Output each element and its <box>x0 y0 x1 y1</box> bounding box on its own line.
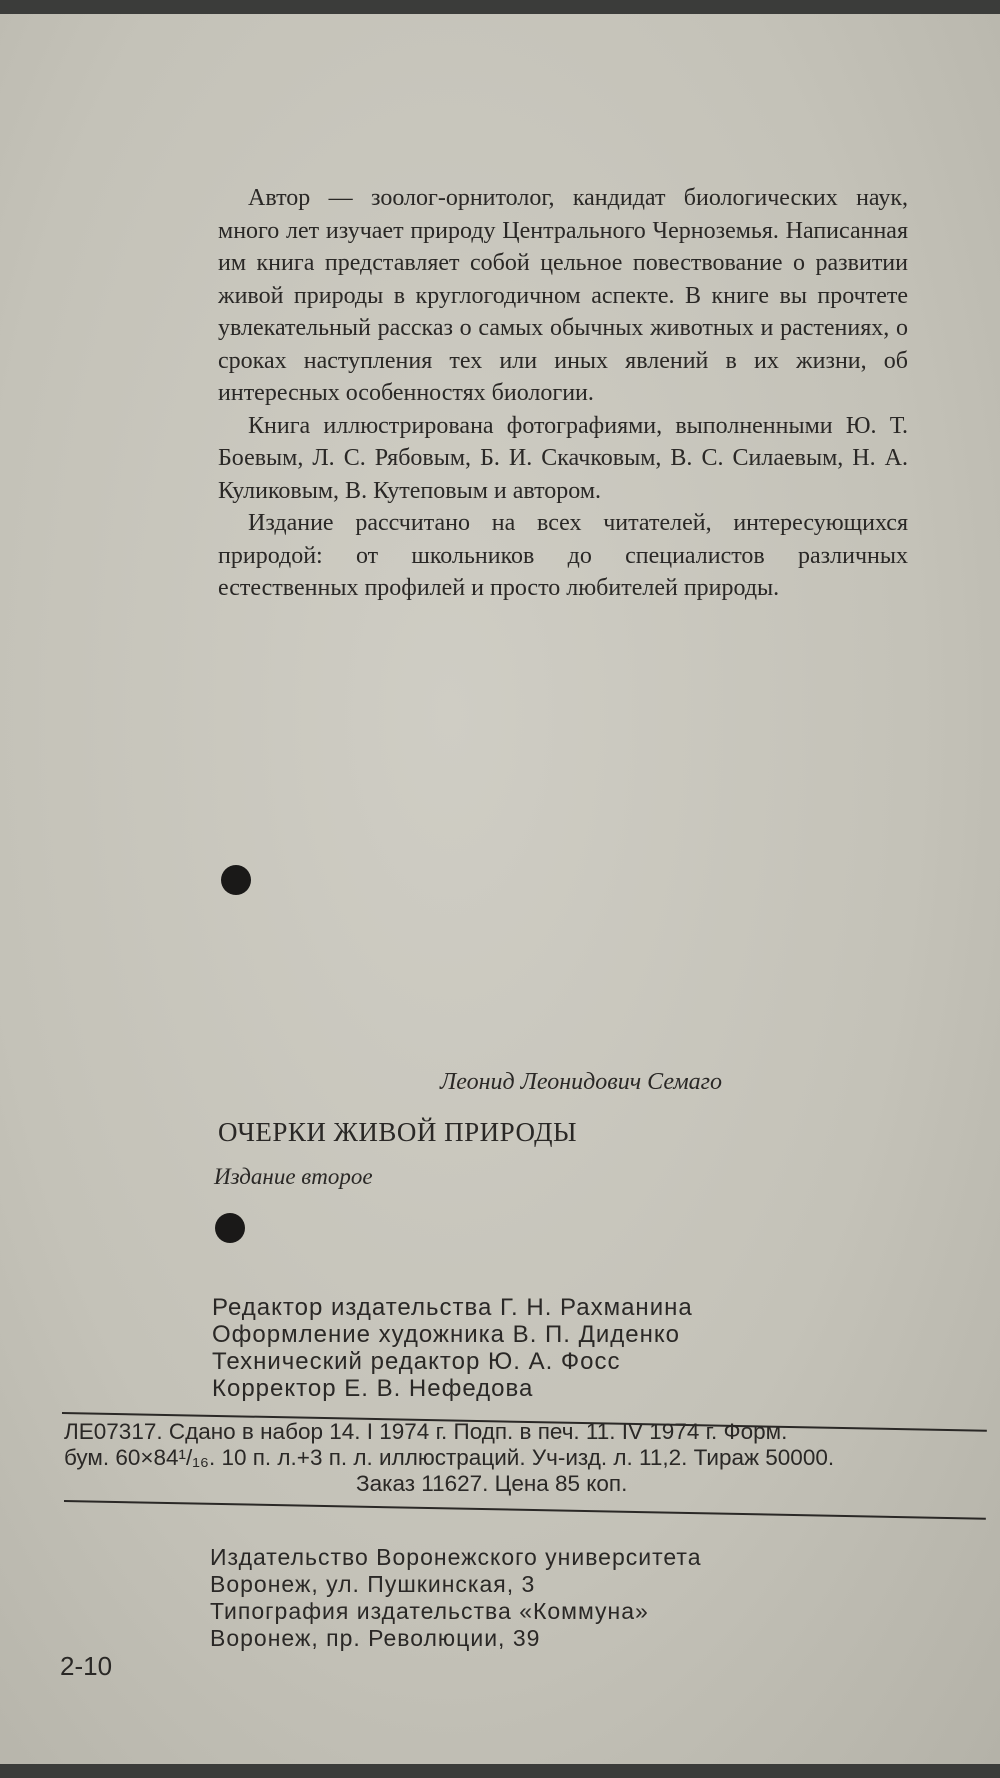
annotation-paragraph: Издание рассчитано на всех читателей, интересующихся природой: от школьников до специалистов различных естественных профилей и просто любителей природы. <box>218 510 908 601</box>
staff-line: Оформление художника В. П. Диденко <box>212 1321 680 1348</box>
imprint-line: бум. 60×84¹/₁₆. 10 п. л.+3 п. л. иллюстраций. Уч-изд. л. 11,2. Тираж 50000. <box>64 1445 835 1470</box>
bullet-dot <box>221 865 251 895</box>
staff-line: Редактор издательства Г. Н. Рахманина <box>212 1294 693 1321</box>
imprint-line: Заказ 11627. Цена 85 коп. <box>356 1471 628 1496</box>
catalog-code: 2-10 <box>60 1651 113 1681</box>
book-title: ОЧЕРКИ ЖИВОЙ ПРИРОДЫ <box>218 1117 578 1147</box>
staff-line: Корректор Е. В. Нефедова <box>212 1375 534 1402</box>
publisher-line: Издательство Воронежского университета <box>210 1544 702 1570</box>
publisher-line: Типография издательства «Коммуна» <box>210 1598 649 1624</box>
staff-line: Технический редактор Ю. А. Фосс <box>212 1348 621 1375</box>
bullet-dot <box>215 1213 245 1243</box>
editorial-staff <box>212 1294 693 1402</box>
author-name: Леонид Леонидович Семаго <box>440 1069 723 1095</box>
imprint-line: ЛЕ07317. Сдано в набор 14. I 1974 г. Подп. в печ. 11. IV 1974 г. Форм. <box>64 1419 788 1444</box>
publisher-line: Воронеж, пр. Революции, 39 <box>210 1625 541 1651</box>
edition-label: Издание второе <box>214 1164 373 1189</box>
book-page <box>0 14 1000 1764</box>
annotation-paragraph: Автор — зоолог-орнитолог, кандидат биологических наук, много лет изучает природу Центрального Черноземья. Написанная им книга представляет собой цельное повествование о развитии живой природы в круглогодичном аспекте. В книге вы прочтете увлекательный рассказ о самых обычных животных и растениях, о сроках наступления тех или иных явлений в их жизни, об интересных особенностях биологии. <box>218 185 908 406</box>
annotation-text <box>218 182 908 605</box>
publisher-line: Воронеж, ул. Пушкинская, 3 <box>210 1571 536 1597</box>
bottom-rule <box>64 1500 986 1520</box>
annotation-paragraph: Книга иллюстрирована фотографиями, выполненными Ю. Т. Боевым, Л. С. Рябовым, Б. И. Скачковым, В. С. Силаевым, Н. А. Куликовым, В. Кутеповым и автором. <box>218 412 908 504</box>
imprint-block <box>64 1419 994 1497</box>
publisher-block <box>210 1544 702 1652</box>
